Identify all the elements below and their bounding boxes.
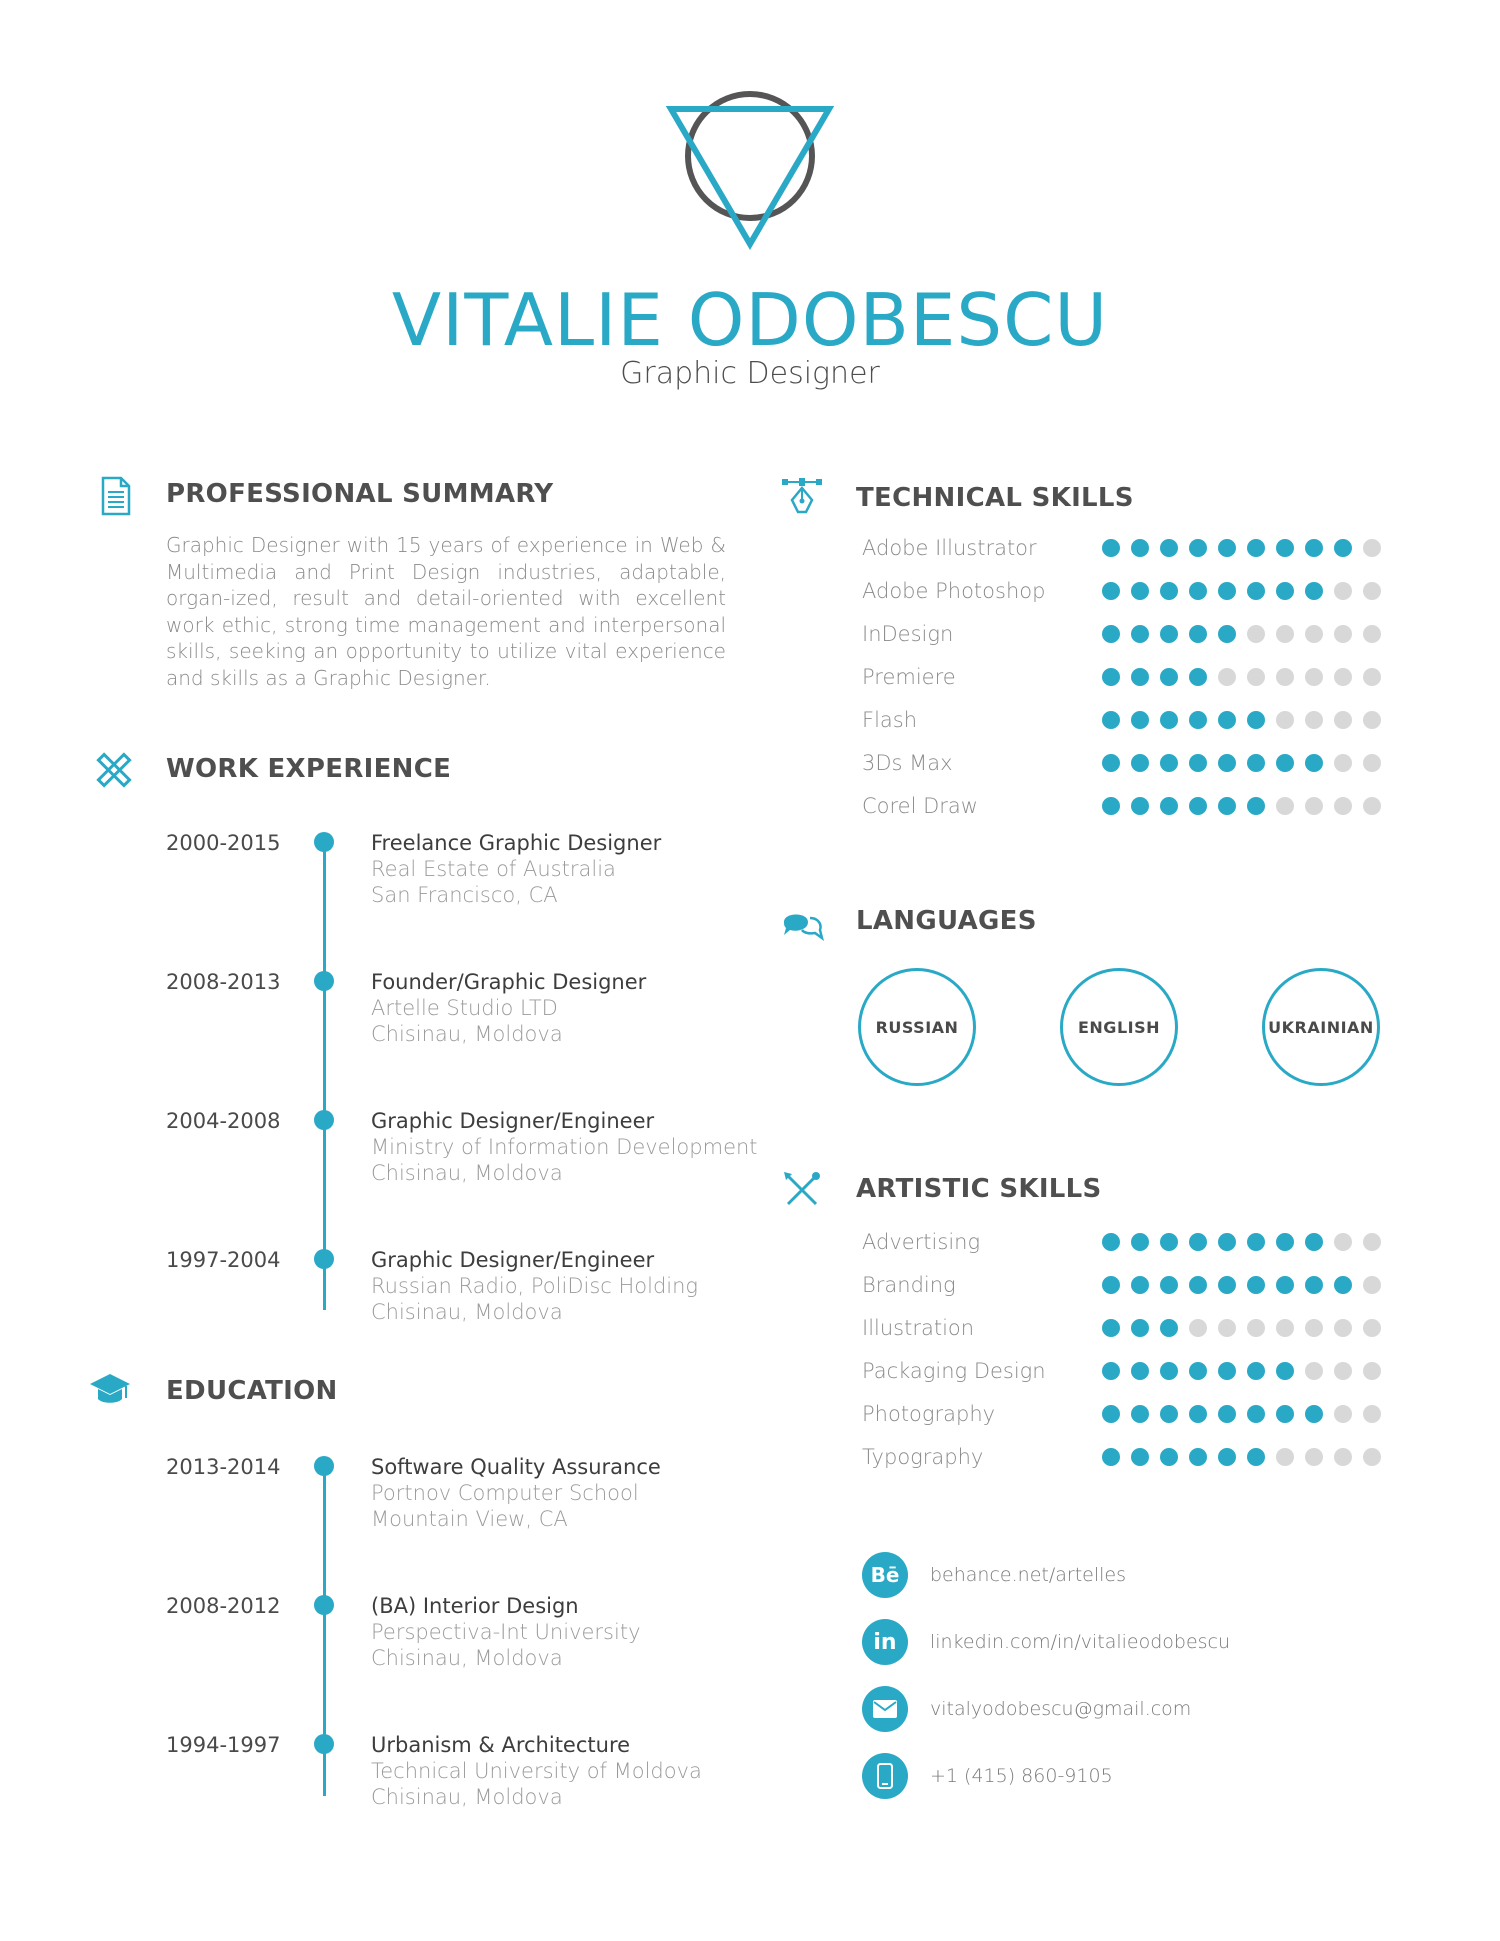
rating-dot-filled — [1247, 1233, 1265, 1251]
rating-dot-empty — [1334, 754, 1352, 772]
rating-dot-filled — [1305, 582, 1323, 600]
skill-row — [862, 1442, 1382, 1472]
rating-dot-empty — [1363, 797, 1381, 815]
technical-skills-heading: TECHNICAL SKILLS — [856, 483, 1134, 513]
rating-dot-empty — [1247, 625, 1265, 643]
rating-dot-empty — [1247, 668, 1265, 686]
rating-dot-empty — [1334, 1448, 1352, 1466]
rating-dot-filled — [1160, 1276, 1178, 1294]
rating-dot-filled — [1189, 1362, 1207, 1380]
rating-dot-filled — [1189, 539, 1207, 557]
skill-row — [862, 619, 1382, 649]
mail-icon — [862, 1686, 908, 1732]
rating-dot-filled — [1160, 625, 1178, 643]
rating-dot-filled — [1131, 1233, 1149, 1251]
artistic-skills-heading: ARTISTIC SKILLS — [856, 1174, 1102, 1204]
rating-dot-filled — [1247, 711, 1265, 729]
rating-dot-empty — [1189, 1319, 1207, 1337]
pencil-ruler-icon — [92, 748, 136, 792]
work-heading: WORK EXPERIENCE — [166, 754, 452, 784]
behance-icon: Bē — [862, 1552, 908, 1598]
rating-dot-filled — [1131, 582, 1149, 600]
rating-dot-filled — [1305, 539, 1323, 557]
entry-organization: Ministry of Information Development — [371, 1135, 758, 1159]
rating-dot-empty — [1305, 625, 1323, 643]
rating-dot-empty — [1363, 625, 1381, 643]
entry-years: 2008-2013 — [166, 970, 281, 994]
rating-dot-filled — [1247, 1362, 1265, 1380]
logo-triangle-circle — [665, 84, 835, 254]
contact-linkedin[interactable] — [862, 1619, 1422, 1665]
contact-email[interactable] — [862, 1686, 1422, 1732]
entry-location: Chisinau, Moldova — [371, 1022, 563, 1046]
rating-dot-filled — [1189, 711, 1207, 729]
rating-dot-filled — [1218, 1276, 1236, 1294]
entry-organization: Real Estate of Australia — [371, 857, 616, 881]
rating-dot-empty — [1363, 754, 1381, 772]
rating-dot-filled — [1305, 1276, 1323, 1294]
rating-dot-empty — [1334, 711, 1352, 729]
rating-dot-empty — [1276, 711, 1294, 729]
graduation-cap-icon — [88, 1368, 132, 1412]
rating-dot-filled — [1247, 539, 1265, 557]
rating-dot-filled — [1189, 754, 1207, 772]
entry-location: Chisinau, Moldova — [371, 1161, 563, 1185]
timeline-entry — [0, 1592, 760, 1702]
skill-row — [862, 576, 1382, 606]
entry-role: Graphic Designer/Engineer — [371, 1109, 655, 1133]
timeline-entry — [0, 1453, 760, 1563]
rating-dot-filled — [1218, 754, 1236, 772]
speech-bubbles-icon — [780, 902, 824, 946]
rating-dot-filled — [1102, 1362, 1120, 1380]
rating-dot-empty — [1363, 1319, 1381, 1337]
entry-location: Chisinau, Moldova — [371, 1785, 563, 1809]
skill-row — [862, 705, 1382, 735]
skill-name: Typography — [862, 1445, 984, 1469]
rating-dot-empty — [1334, 668, 1352, 686]
entry-years: 2000-2015 — [166, 831, 281, 855]
skill-row — [862, 1356, 1382, 1386]
rating-dot-empty — [1305, 711, 1323, 729]
rating-dot-filled — [1218, 1362, 1236, 1380]
rating-dot-filled — [1276, 582, 1294, 600]
rating-dot-filled — [1131, 1362, 1149, 1380]
rating-dot-filled — [1160, 1362, 1178, 1380]
summary-heading: PROFESSIONAL SUMMARY — [166, 479, 554, 509]
rating-dot-filled — [1189, 625, 1207, 643]
timeline-dot — [314, 1456, 334, 1476]
pencil-brush-icon — [780, 1168, 824, 1212]
rating-dot-empty — [1218, 668, 1236, 686]
rating-dot-filled — [1160, 754, 1178, 772]
rating-dot-empty — [1276, 797, 1294, 815]
skill-name: InDesign — [862, 622, 954, 646]
skill-row — [862, 1270, 1382, 1300]
timeline-dot — [314, 1595, 334, 1615]
rating-dot-filled — [1276, 1362, 1294, 1380]
rating-dot-filled — [1218, 711, 1236, 729]
rating-dot-filled — [1160, 797, 1178, 815]
entry-role: Founder/Graphic Designer — [371, 970, 647, 994]
rating-dot-filled — [1334, 1276, 1352, 1294]
rating-dot-filled — [1189, 1448, 1207, 1466]
rating-dot-filled — [1160, 1405, 1178, 1423]
rating-dot-empty — [1363, 1276, 1381, 1294]
rating-dot-filled — [1102, 1319, 1120, 1337]
rating-dot-empty — [1305, 1319, 1323, 1337]
contact-email-text[interactable]: vitalyodobescu@gmail.com — [930, 1698, 1192, 1720]
skill-name: Premiere — [862, 665, 956, 689]
contact-phone-text[interactable]: +1 (415) 860-9105 — [930, 1765, 1113, 1787]
rating-dot-filled — [1189, 582, 1207, 600]
rating-dot-filled — [1102, 539, 1120, 557]
rating-dot-filled — [1218, 797, 1236, 815]
rating-dot-filled — [1131, 625, 1149, 643]
rating-dot-filled — [1218, 539, 1236, 557]
entry-years: 2008-2012 — [166, 1594, 281, 1618]
rating-dot-filled — [1131, 797, 1149, 815]
skill-row — [862, 1313, 1382, 1343]
skill-name: Photography — [862, 1402, 996, 1426]
rating-dot-empty — [1276, 668, 1294, 686]
timeline-entry — [0, 1731, 760, 1841]
rating-dot-filled — [1160, 539, 1178, 557]
rating-dot-filled — [1305, 754, 1323, 772]
skill-name: Illustration — [862, 1316, 975, 1340]
rating-dot-empty — [1247, 1319, 1265, 1337]
timeline-entry — [0, 1107, 760, 1217]
entry-organization: Portnov Computer School — [371, 1481, 639, 1505]
rating-dot-filled — [1218, 625, 1236, 643]
rating-dot-empty — [1276, 625, 1294, 643]
rating-dot-empty — [1334, 1233, 1352, 1251]
phone-icon — [862, 1753, 908, 1799]
rating-dot-filled — [1189, 797, 1207, 815]
rating-dot-filled — [1189, 1405, 1207, 1423]
rating-dot-filled — [1131, 1448, 1149, 1466]
skill-row — [862, 791, 1382, 821]
rating-dot-filled — [1102, 1405, 1120, 1423]
contact-phone[interactable] — [862, 1753, 1422, 1799]
timeline-dot — [314, 1734, 334, 1754]
rating-dot-filled — [1334, 539, 1352, 557]
rating-dot-filled — [1160, 582, 1178, 600]
entry-role: (BA) Interior Design — [371, 1594, 579, 1618]
rating-dot-empty — [1334, 1362, 1352, 1380]
timeline-entry — [0, 829, 760, 939]
rating-dot-empty — [1334, 1405, 1352, 1423]
rating-dot-filled — [1102, 754, 1120, 772]
pen-tool-icon — [780, 474, 824, 518]
rating-dot-filled — [1131, 711, 1149, 729]
contact-behance[interactable] — [862, 1552, 1422, 1598]
rating-dot-empty — [1305, 797, 1323, 815]
rating-dot-empty — [1363, 711, 1381, 729]
entry-location: Chisinau, Moldova — [371, 1300, 563, 1324]
skill-name: Flash — [862, 708, 918, 732]
rating-dot-empty — [1305, 1362, 1323, 1380]
timeline-dot — [314, 1249, 334, 1269]
skill-row — [862, 1227, 1382, 1257]
rating-dot-filled — [1131, 1405, 1149, 1423]
rating-dot-empty — [1218, 1319, 1236, 1337]
entry-role: Software Quality Assurance — [371, 1455, 661, 1479]
rating-dot-filled — [1102, 1448, 1120, 1466]
rating-dot-empty — [1276, 1448, 1294, 1466]
timeline-dot — [314, 832, 334, 852]
rating-dot-empty — [1363, 1448, 1381, 1466]
rating-dot-filled — [1131, 539, 1149, 557]
rating-dot-filled — [1247, 582, 1265, 600]
entry-role: Graphic Designer/Engineer — [371, 1248, 655, 1272]
summary-text: Graphic Designer with 15 years of experience in Web & Multimedia and Print Design industries, adaptable, organ-ized, result and detail-oriented with excellent work ethic, strong time management and interpersonal skills, seeking an opportunity to utilize vital experience and skills as a Graphic Designer. — [166, 533, 726, 690]
timeline-dot — [314, 1110, 334, 1130]
rating-dot-empty — [1334, 582, 1352, 600]
document-icon — [94, 474, 138, 518]
rating-dot-empty — [1305, 668, 1323, 686]
entry-location: Chisinau, Moldova — [371, 1646, 563, 1670]
skill-name: Adobe Photoshop — [862, 579, 1046, 603]
linkedin-icon: in — [862, 1619, 908, 1665]
candidate-title: Graphic Designer — [620, 356, 880, 391]
rating-dot-filled — [1131, 1319, 1149, 1337]
rating-dot-filled — [1160, 1448, 1178, 1466]
rating-dot-filled — [1189, 668, 1207, 686]
rating-dot-filled — [1247, 1405, 1265, 1423]
rating-dot-filled — [1189, 1276, 1207, 1294]
rating-dot-filled — [1218, 1233, 1236, 1251]
rating-dot-filled — [1131, 754, 1149, 772]
rating-dot-filled — [1160, 1233, 1178, 1251]
skill-name: Corel Draw — [862, 794, 978, 818]
rating-dot-filled — [1276, 1405, 1294, 1423]
rating-dot-filled — [1189, 1233, 1207, 1251]
skill-name: Packaging Design — [862, 1359, 1046, 1383]
rating-dot-empty — [1276, 1319, 1294, 1337]
rating-dot-empty — [1363, 668, 1381, 686]
skill-row — [862, 748, 1382, 778]
rating-dot-filled — [1160, 711, 1178, 729]
rating-dot-filled — [1276, 754, 1294, 772]
entry-role: Urbanism & Architecture — [371, 1733, 631, 1757]
entry-organization: Perspectiva-Int University — [371, 1620, 641, 1644]
rating-dot-filled — [1218, 582, 1236, 600]
skill-row — [862, 1399, 1382, 1429]
entry-location: Mountain View, CA — [371, 1507, 568, 1531]
rating-dot-empty — [1334, 797, 1352, 815]
rating-dot-filled — [1276, 1233, 1294, 1251]
skill-row — [862, 533, 1382, 563]
rating-dot-filled — [1247, 1448, 1265, 1466]
timeline-entry — [0, 1246, 760, 1356]
candidate-name: VITALIE ODOBESCU — [391, 278, 1109, 362]
skill-name: Advertising — [862, 1230, 981, 1254]
rating-dot-empty — [1363, 1405, 1381, 1423]
education-heading: EDUCATION — [166, 1376, 338, 1406]
rating-dot-empty — [1334, 625, 1352, 643]
rating-dot-filled — [1160, 668, 1178, 686]
rating-dot-empty — [1363, 539, 1381, 557]
rating-dot-filled — [1247, 1276, 1265, 1294]
rating-dot-empty — [1363, 582, 1381, 600]
rating-dot-filled — [1247, 797, 1265, 815]
skill-name: Branding — [862, 1273, 956, 1297]
rating-dot-filled — [1131, 1276, 1149, 1294]
rating-dot-filled — [1247, 754, 1265, 772]
entry-organization: Artelle Studio LTD — [371, 996, 558, 1020]
rating-dot-filled — [1102, 625, 1120, 643]
rating-dot-filled — [1102, 668, 1120, 686]
contact-behance-text[interactable]: behance.net/artelles — [930, 1564, 1126, 1586]
entry-years: 2013-2014 — [166, 1455, 281, 1479]
rating-dot-filled — [1276, 539, 1294, 557]
rating-dot-filled — [1218, 1405, 1236, 1423]
rating-dot-filled — [1160, 1319, 1178, 1337]
rating-dot-filled — [1102, 797, 1120, 815]
timeline-dot — [314, 971, 334, 991]
entry-years: 2004-2008 — [166, 1109, 281, 1133]
contact-linkedin-text[interactable]: linkedin.com/in/vitalieodobescu — [930, 1631, 1231, 1653]
entry-years: 1997-2004 — [166, 1248, 281, 1272]
entry-organization: Technical University of Moldova — [371, 1759, 702, 1783]
timeline-entry — [0, 968, 760, 1078]
entry-organization: Russian Radio, PoliDisc Holding — [371, 1274, 699, 1298]
skill-row — [862, 662, 1382, 692]
rating-dot-filled — [1305, 1405, 1323, 1423]
rating-dot-empty — [1363, 1233, 1381, 1251]
rating-dot-empty — [1363, 1362, 1381, 1380]
rating-dot-filled — [1102, 711, 1120, 729]
rating-dot-filled — [1102, 1276, 1120, 1294]
rating-dot-filled — [1218, 1448, 1236, 1466]
skill-name: 3Ds Max — [862, 751, 953, 775]
entry-role: Freelance Graphic Designer — [371, 831, 662, 855]
rating-dot-filled — [1131, 668, 1149, 686]
rating-dot-filled — [1102, 582, 1120, 600]
entry-years: 1994-1997 — [166, 1733, 281, 1757]
language-english: ENGLISH — [1060, 968, 1178, 1086]
rating-dot-filled — [1276, 1276, 1294, 1294]
languages-heading: LANGUAGES — [856, 906, 1037, 936]
entry-location: San Francisco, CA — [371, 883, 558, 907]
skill-name: Adobe Illustrator — [862, 536, 1037, 560]
rating-dot-filled — [1305, 1233, 1323, 1251]
language-ukrainian: UKRAINIAN — [1262, 968, 1380, 1086]
rating-dot-empty — [1305, 1448, 1323, 1466]
rating-dot-filled — [1102, 1233, 1120, 1251]
rating-dot-empty — [1334, 1319, 1352, 1337]
language-russian: RUSSIAN — [858, 968, 976, 1086]
